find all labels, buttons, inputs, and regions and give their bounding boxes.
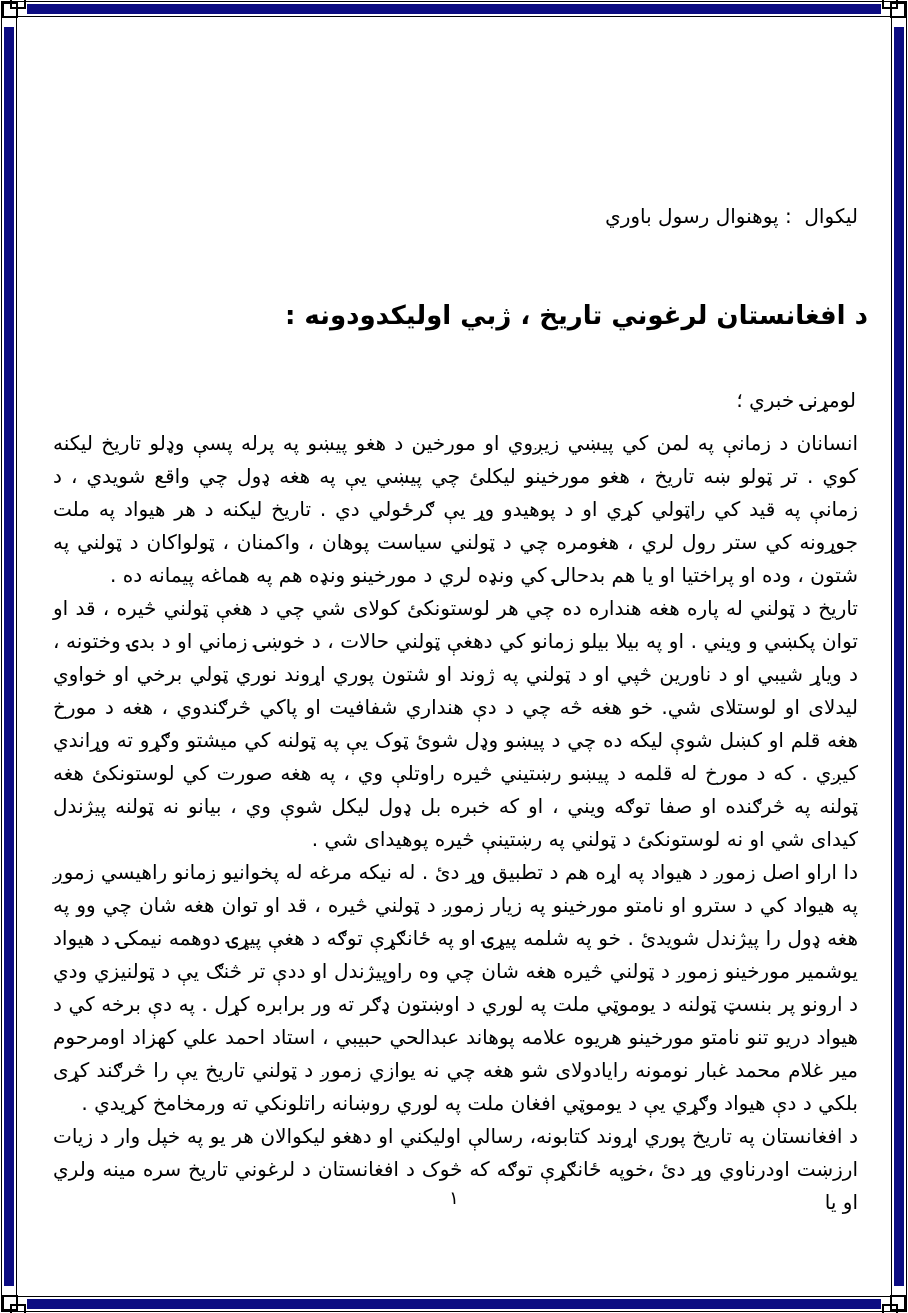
corner-ornament-icon	[0, 0, 30, 30]
corner-ornament-icon	[878, 0, 908, 30]
corner-ornament-icon	[878, 1283, 908, 1313]
section-heading: لومړنۍ خبري ؛	[736, 388, 856, 412]
paragraph: د افغانستان په تاريخ پوري اړوند كتابونه، رسالې اوليكني او دهغو ليكوالان هر يو په خپل وار د زيات ارزښت اودرناوي وړ دئ ،خوپه ځانګړې توګه كه څوک د افغانستان د لرغوني تاريخ سره مينه ولري او يا	[53, 1124, 858, 1214]
document-title: د افغانستان لرغوني تاريخ ، ژبي اوليكدودونه :	[284, 301, 868, 331]
border-bar-right	[894, 27, 904, 1286]
paragraph: تاريخ د ټولني له پاره هغه هنداره ده چي هر لوستونكئ كولای شي چي د هغې ټولني څيره ، قد او توان پكښي و ويني . او په بيلا بيلو زمانو كي دهغې ټولني حالات ، د خوښۍ زماني او د بدۍ وختونه ، د وياړ شيبي او د ناورين څپي او د ټولني په ژوند او شتون پوري اړوند نوري ټولي برخي او خواوي ليدلای او لوستلای شي. خو هغه څه چي د دې هنداري شفافيت او پاكي څرګندوي ، هغه د مورخ هغه قلم او كښل شوې ليكه ده چي د پيښو وډل شوئ ټوک يې په ټولنه كي ميشتو وګړو ته وړاندي كيږي . كه د مورخ له قلمه د پيښو رښتيني څيره راوتلې وي ، په هغه صورت كي لوستونكئ هغه ټولنه په څرګنده او صفا توګه ويني ، او كه خبره بل ډول ليكل شوې وي ، بيانو نه ټولنه پيژندل كيداى شي او نه لوستونكئ د ټولني په رښتينې څيره پوهيداى شي .	[53, 596, 858, 851]
paragraph: انسانان د زمانې په لمن كي پيښي زيږوي او مورخين د هغو پيښو په پرله پسې وډلو تاريخ ليكنه كوي . تر ټولو ښه تاريخ ، هغو مورخينو ليكلئ چي پيښي يې په هغه ډول چي واقع شويدي ، د زمانې په قيد كي راټولي كړي او د پوهيدو وړ يې ګرځولي دي . تاريخ ليكنه د هر هيواد په ملت جوړونه كي ستر رول لري ، هغومره چي د ټولني سياست پوهان ، واكمنان ، ټولواكان د ټولني په شتون ، وده او پراختيا او يا هم بدحالۍ كي ونډه لري د مورخينو ونډه هم په هماغه پيمانه ده .	[53, 431, 858, 587]
border-bar-top	[27, 4, 881, 14]
border-bar-bottom	[27, 1299, 881, 1309]
border-bar-left	[4, 27, 14, 1286]
corner-ornament-icon	[0, 1283, 30, 1313]
page-number: ١	[449, 1188, 459, 1209]
body-text-block	[53, 427, 858, 1219]
paragraph: دا اراو اصل زموږ د هيواد په اړه هم د تطبيق وړ دئ . له نيكه مرغه له پخوانيو زمانو راهيسي زموږ په هيواد كي د سترو او نامتو مورخينو په زيار زموږ د ټولني څيره ، قد او توان هغه شان چي وو په هغه ډول را پيژندل شويدئ . خو په شلمه پيړۍ او په ځانګړې توګه د هغې پيړۍ دوهمه نيمكۍ د هيواد يوشمير مورخينو زموږ د ټولني څيره هغه شان چي وه راوپيژندل او ددې تر څنګ يې د ټولنيزي ودي د ارونو پر بنسټ ټولنه د يوموټي ملت په لوري د اوښتون ډګر ته ور برابره كړل . په دې برخه كي د هيواد دريو تنو نامتو مورخينو هريوه علامه پوهاند عبدالحي حبيبي ، استاد احمد علي كهزاد اومرحوم مير غلام محمد غبار نومونه رايادولای شو هغه چي نه يوازي زموږ د ټولني تاريخ يې را څرګند كړى بلكي د دې هيواد وګړي يې د يوموټي افغان ملت په لوري روښانه راتلونكي ته ورمخامخ كړيدي .	[53, 860, 858, 1115]
author-line: ليكوال : پوهنوال رسول باوري	[605, 204, 858, 228]
